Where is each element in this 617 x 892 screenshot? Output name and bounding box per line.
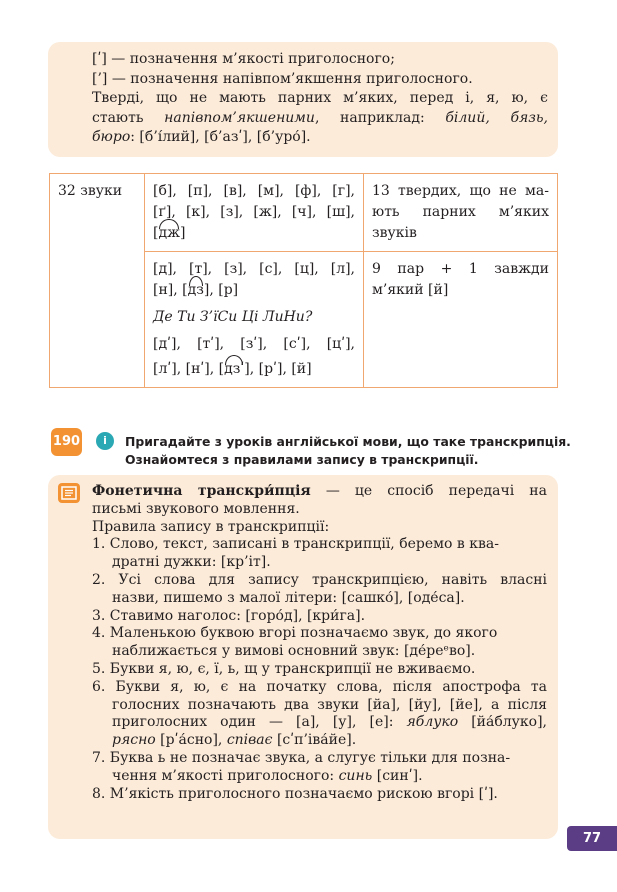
rule-item [92, 714, 547, 732]
bracket: [ [153, 225, 159, 241]
task-number-badge: 190 [51, 428, 82, 456]
sound-count-cell [50, 174, 145, 388]
rules-heading: Правила запису в транскрипції: [92, 518, 330, 535]
example-word: рясно [112, 732, 156, 749]
sounds-line: [д], [т], [з], [с], [ц], [л], [153, 261, 355, 277]
term-bold: Фонетична транскри́пція [92, 483, 311, 499]
page-number: 77 [567, 826, 617, 851]
sounds-text: [н], [ [153, 282, 188, 298]
rule-item [92, 732, 547, 750]
sounds-line: [ґ], [к], [з], [ж], [ч], [ш], [153, 204, 355, 220]
rule-text: приголосних один — [а], [у], [е]: [112, 714, 407, 731]
bracket: ] [179, 225, 186, 241]
note-line: [ʹ] — позначення м’якості приголосного; [92, 51, 395, 67]
rule-item: голосних позначають два звуки [йа], [йу], [йе], а після [112, 696, 547, 713]
definition-line: письмі звукового мовлення. [92, 500, 300, 517]
note-line: [’] — позначення напівпом’якшення приголосного. [92, 70, 473, 87]
note-line [92, 109, 548, 129]
note-line [92, 128, 548, 148]
table-row [50, 174, 558, 252]
sounds-line [153, 223, 355, 244]
rule-item: 5. Букви я, ю, є, ї, ь, щ у транскрипції не вживаємо. [92, 660, 476, 677]
affricate-dz-soft: дзʹ [224, 359, 244, 380]
example-word: яблуко [406, 714, 459, 731]
note-text: стають [92, 109, 165, 126]
affricate-dzh: дж [158, 223, 180, 244]
hard-sounds-cell [145, 174, 364, 252]
note-italic-term: напівпом’якшеними [164, 109, 315, 126]
example-word: синь [338, 767, 373, 784]
transcription-rules-box [48, 475, 558, 839]
sounds-text: ], [р] [203, 282, 239, 298]
notebook-icon [58, 483, 80, 503]
info-icon: і [96, 432, 114, 450]
sounds-line [153, 280, 355, 301]
rule-item: 6. Букви я, ю, є на початку слова, після апострофа та [92, 678, 547, 695]
rule-item: дратні дужки: [кр’іт]. [112, 554, 271, 571]
notation-note-box [48, 42, 558, 157]
rule-text: [сʹп’іва́йе]. [272, 732, 357, 749]
rule-item: назви, пишемо з малої літери: [сашко́], [оде́са]. [112, 589, 465, 606]
desc-line: 9 пар + 1 завжди [372, 261, 549, 277]
rule-item [92, 768, 547, 786]
sounds-line [153, 359, 355, 380]
sounds-table [49, 173, 558, 388]
rule-item: 8. М’якість приголосного позначаємо рискою вгорі [ʹ]. [92, 785, 498, 802]
hard-desc-cell [364, 174, 558, 252]
sounds-text: [лʹ], [нʹ], [ [153, 361, 225, 377]
sounds-line: [б], [п], [в], [м], [ф], [г], [153, 183, 355, 199]
rule-item: наближається у вимові основний звук: [де́реᵉво]. [112, 643, 476, 660]
desc-line: 13 твердих, що не ма- [372, 183, 549, 199]
note-example-word: бюро [92, 129, 131, 145]
desc-line: звуків [372, 225, 417, 241]
rules-text [92, 483, 547, 803]
rule-text: [йа́блуко], [458, 714, 547, 731]
paired-sounds-cell [145, 252, 364, 388]
rule-item: 2. Усі слова для запису транскрипцією, навіть власні [92, 571, 547, 588]
rule-item: 7. Буква ь не позначає звука, а слугує тільки для позна- [92, 749, 511, 766]
sound-count: 32 звуки [58, 183, 123, 199]
note-transcriptions: : [б’і́лий], [б’азʹ], [б’уро́]. [130, 129, 311, 145]
rule-text: чення м’якості приголосного: [112, 767, 339, 784]
example-word: співає [226, 732, 273, 749]
task-instructions [125, 433, 571, 469]
affricate-dz: дз [188, 280, 204, 301]
rule-text: [рʹа́сно], [155, 732, 227, 749]
task-line: Ознайомтеся з правилами запису в транскрипції. [125, 452, 479, 467]
task-line: Пригадайте з уроків англійської мови, що таке транскрипція. [125, 434, 571, 449]
rule-item: 4. Маленькою буквою вгорі позначаємо звук, до якого [92, 625, 498, 642]
sounds-line: [дʹ], [тʹ], [зʹ], [сʹ], [цʹ], [153, 336, 355, 352]
mnemonic-phrase: Де Ти З’їСи Ці ЛиНи? [153, 309, 313, 325]
paired-desc-cell [364, 252, 558, 388]
rule-item: 3. Ставимо наголос: [горо́д], [кри́га]. [92, 607, 366, 624]
rule-text: [синʹ]. [372, 767, 423, 784]
note-text: , наприклад: [314, 109, 446, 126]
desc-line: ють парних м’яких [372, 204, 549, 220]
sounds-text: ], [рʹ], [й] [244, 361, 312, 377]
definition-text: — це спосіб передачі на [310, 483, 547, 499]
rule-item: 1. Слово, текст, записані в транскрипції, беремо в ква- [92, 536, 499, 553]
desc-line: м’який [й] [372, 282, 449, 298]
definition-line [92, 483, 547, 501]
note-line: Тверді, що не мають парних м’яких, перед і, я, ю, є [92, 90, 548, 106]
note-example-words: білий, бязь, [445, 109, 548, 126]
